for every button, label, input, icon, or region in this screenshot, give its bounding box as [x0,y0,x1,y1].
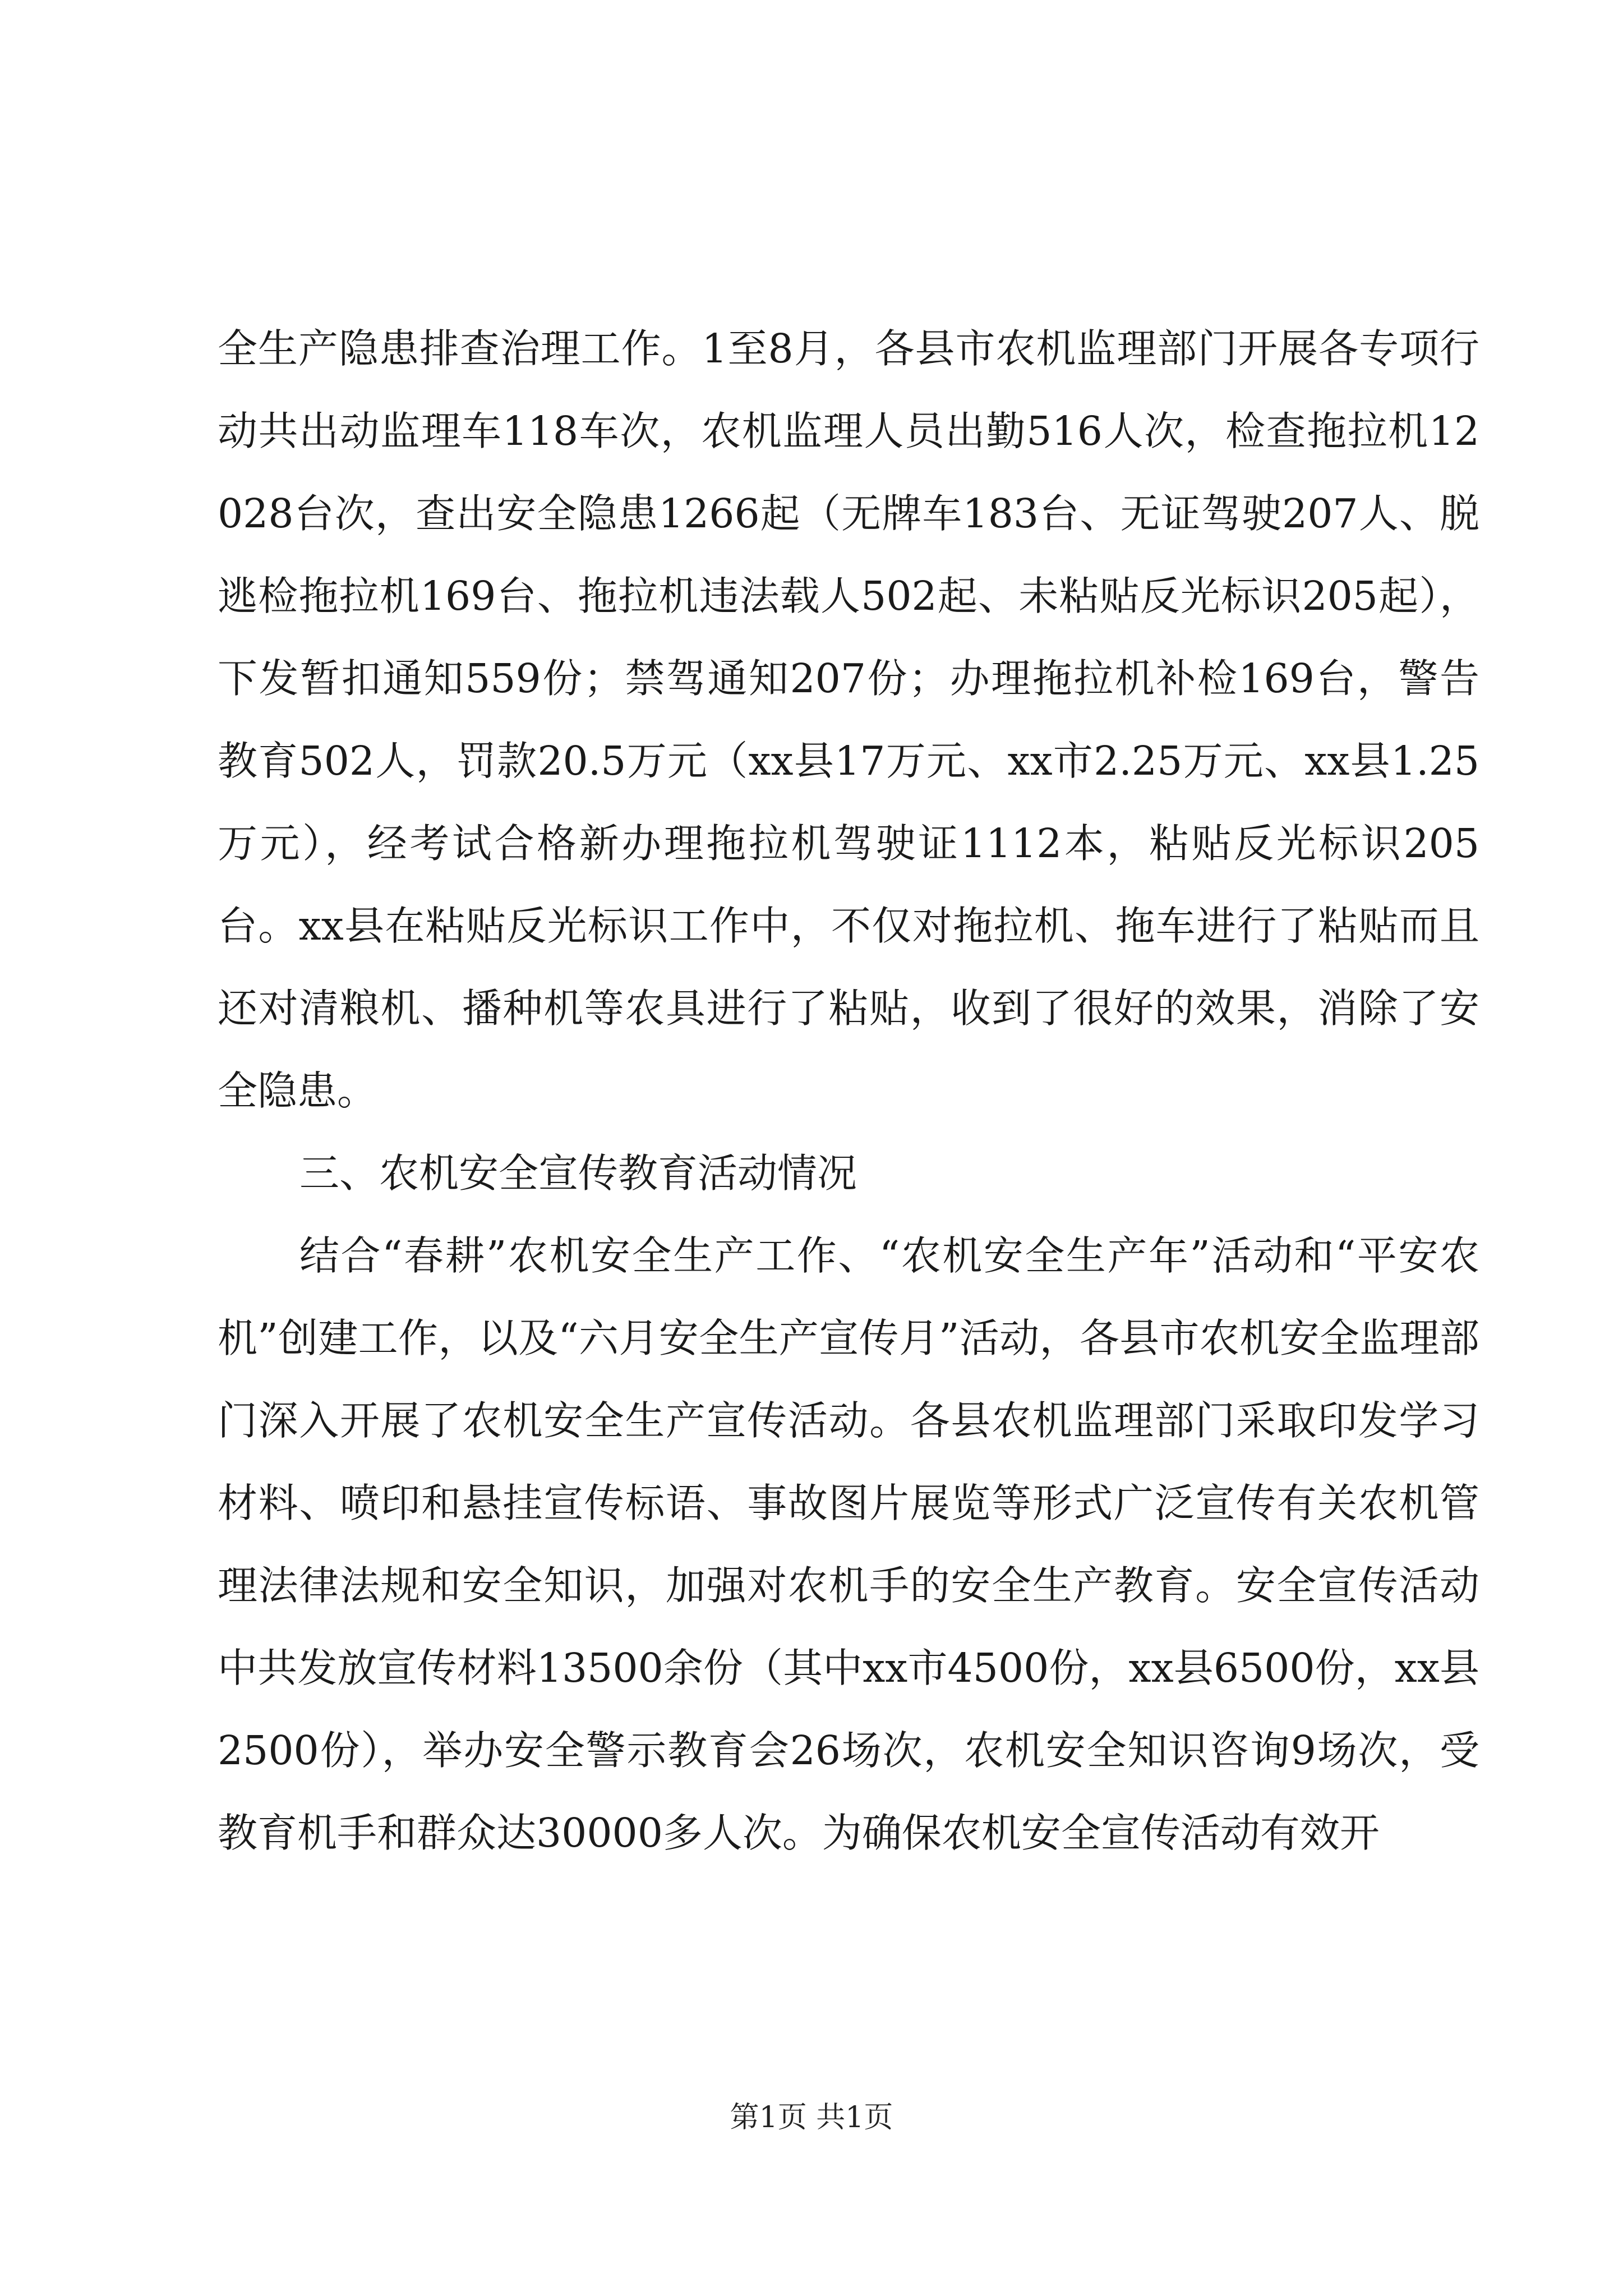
paragraph-safety-inspection: 全生产隐患排查治理工作。1至8月，各县市农机监理部门开展各专项行动共出动监理车118车次，农机监理人员出勤516人次，检查拖拉机12028台次，查出安全隐患1266起（无牌车183台、无证驾驶207人、脱逃检拖拉机169台、拖拉机违法载人502起、未粘贴反光标识205起），下发暂扣通知559份；禁驾通知207份；办理拖拉机补检169台，警告教育502人，罚款20.5万元（xx县17万元、xx市2.25万元、xx县1.25万元），经考试合格新办理拖拉机驾驶证1112本，粘贴反光标识205台。xx县在粘贴反光标识工作中，不仅对拖拉机、拖车进行了粘贴而且还对清粮机、播种机等农具进行了粘贴，收到了很好的效果，消除了安全隐患。 [218,325,1479,1114]
document-body [218,307,1479,1874]
page-number: 第1页 共1页 [730,2101,893,2134]
paragraph-publicity-activities: 结合“春耕”农机安全生产工作、“农机安全生产年”活动和“平安农机”创建工作，以及“六月安全生产宣传月”活动，各县市农机安全监理部门深入开展了农机安全生产宣传活动。各县农机监理部门采取印发学习材料、喷印和悬挂宣传标语、事故图片展览等形式广泛宣传有关农机管理法律法规和安全知识，加强对农机手的安全生产教育。安全宣传活动中共发放宣传材料13500余份（其中xx市4500份，xx县6500份，xx县2500份），举办安全警示教育会26场次，农机安全知识咨询9场次，受教育机手和群众达30000多人次。为确保农机安全宣传活动有效开 [218,1232,1479,1856]
section-heading-publicity: 三、农机安全宣传教育活动情况 [299,1150,857,1197]
page-footer [0,2098,1623,2137]
